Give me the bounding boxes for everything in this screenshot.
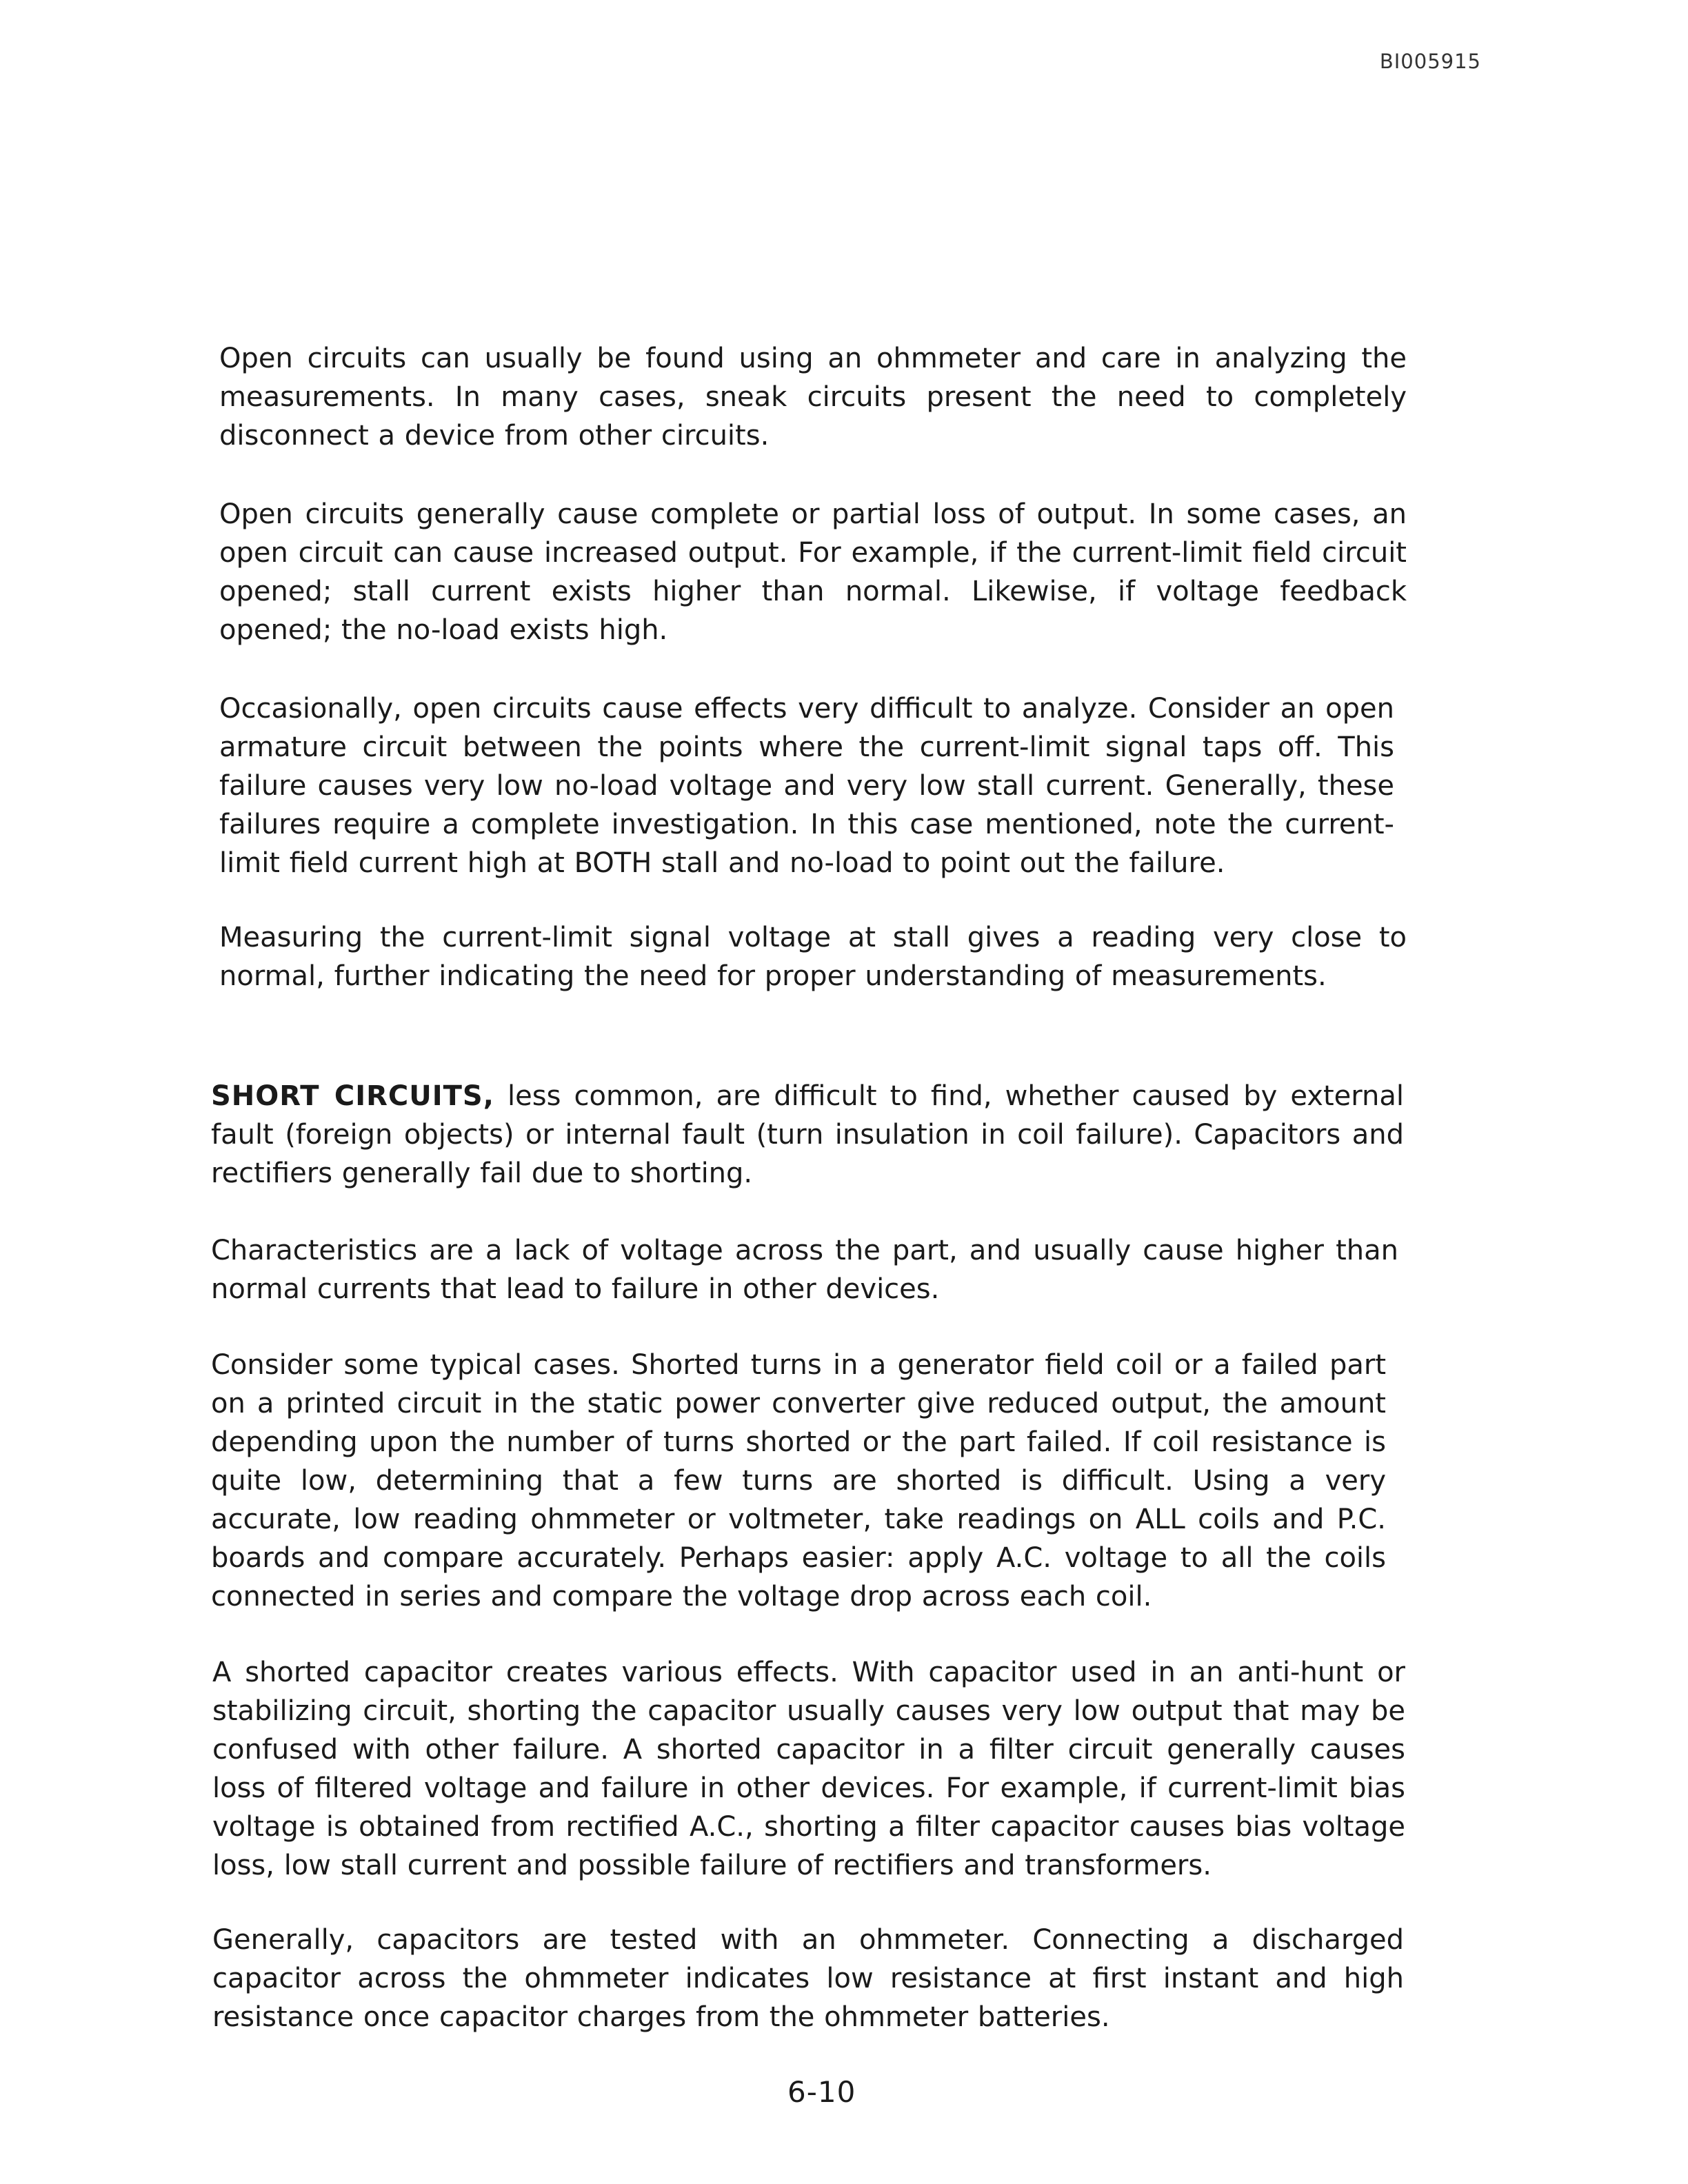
paragraph-open-circuits-output: Open circuits generally cause complete or partial loss of output. In some cases, an open circuit can cause increased output. For example, if the current-limit field circuit opened; stall current exists higher than normal. Likewise, if voltage feedback opened; the no-load exists high. <box>219 498 1407 646</box>
section-heading-short-circuits: SHORT CIRCUITS, <box>211 1080 494 1112</box>
paragraph-short-circuits <box>211 1077 1404 1193</box>
page-number: 6-10 <box>787 2075 856 2109</box>
paragraph-current-limit-signal: Measuring the current-limit signal voltage at stall gives a reading very close to normal, further indicating the need for proper understanding of measurements. <box>219 922 1407 992</box>
paragraph-typical-cases: Consider some typical cases. Shorted turns in a generator field coil or a failed part on a printed circuit in the static power converter give reduced output, the amount depending upon the number of turns shorted or the part failed. If coil resistance is quite low, determining that a few turns are shorted is difficult. Using a very accurate, low reading ohmmeter or voltmeter, take readings on ALL coils and P.C. boards and compare accurately. Perhaps easier: apply A.C. voltage to all the coils connected in series and compare the voltage drop across each coil. <box>211 1349 1386 1612</box>
paragraph-characteristics: Characteristics are a lack of voltage across the part, and usually cause higher than normal currents that lead to failure in other devices. <box>211 1235 1398 1305</box>
paragraph-short-circuits-text: less common, are difficult to find, whether caused by external fault (foreign objects) or internal fault (turn insulation in coil failure). Capacitors and rectifiers generally fail due to shorting. <box>211 1080 1404 1189</box>
paragraph-capacitor-testing: Generally, capacitors are tested with an ohmmeter. Connecting a discharged capacitor across the ohmmeter indicates low resistance at first instant and high resistance once capacitor charges from the ohmmeter batteries. <box>212 1924 1404 2033</box>
document-id: BI005915 <box>1379 50 1481 73</box>
paragraph-shorted-capacitor: A shorted capacitor creates various effects. With capacitor used in an anti-hunt or stabilizing circuit, shorting the capacitor usually causes very low output that may be confused with other failure. A shorted capacitor in a filter circuit generally causes loss of filtered voltage and failure in other devices. For example, if current-limit bias voltage is obtained from rectified A.C., shorting a filter capacitor causes bias voltage loss, low stall current and possible failure of rectifiers and transformers. <box>212 1657 1405 1881</box>
paragraph-open-circuits-intro: Open circuits can usually be found using an ohmmeter and care in analyzing the measurements. In many cases, sneak circuits present the need to completely disconnect a device from other circuits. <box>219 343 1407 452</box>
paragraph-open-circuits-analysis: Occasionally, open circuits cause effects very difficult to analyze. Consider an open armature circuit between the points where the current-limit signal taps off. This failure causes very low no-load voltage and very low stall current. Generally, these failures require a complete investigation. In this case mentioned, note the current-limit field current high at BOTH stall and no-load to point out the failure. <box>219 693 1394 879</box>
